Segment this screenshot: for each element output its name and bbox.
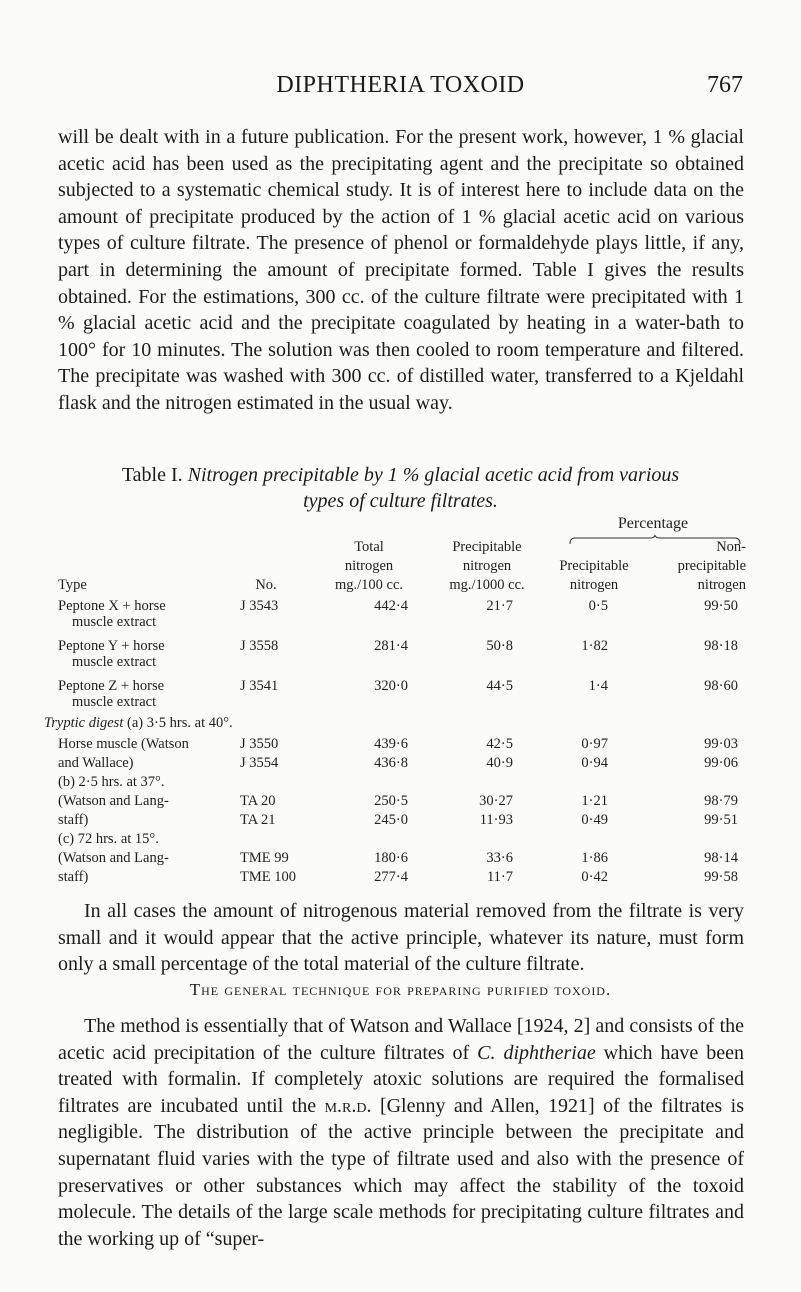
tryptic-heading (44, 715, 233, 731)
cell-precip: 30·27 (479, 793, 513, 809)
cell-pct-precip: 1·4 (588, 678, 608, 694)
cell-type: Peptone Y + horse (58, 638, 165, 654)
cell-pct-precip: 0·49 (581, 812, 608, 828)
method-text-1: The method is essentially that of Watson and Wallace [1924, 2] and consists of the acetic acid precipitation of the culture filtrates of (58, 1015, 744, 1064)
cell-type: Horse muscle (Watson (58, 736, 189, 752)
col-header-no: No. (255, 577, 277, 593)
method-paragraph (58, 1013, 744, 1252)
table-caption-line1: Nitrogen precipitable by 1 % glacial acetic acid from various (187, 464, 680, 486)
method-mrd: m.r.d. (324, 1094, 372, 1117)
col-header-pct-precip-line2: nitrogen (569, 577, 619, 593)
tryptic-label: Tryptic digest (44, 715, 124, 731)
col-header-total-line3: mg./100 cc. (334, 577, 404, 593)
method-text-2: which have been treated with formalin. If completely atoxic solutions are required the formalised filtrates are incubated until the (58, 1041, 745, 1117)
cell-type-cont: muscle extract (72, 694, 157, 710)
cell-no: J 3550 (240, 736, 279, 752)
cell-pct-precip: 1·21 (581, 793, 608, 809)
cell-total: 281·4 (374, 638, 408, 654)
col-header-pct-non (642, 539, 746, 593)
cell-no: J 3543 (240, 598, 279, 614)
method-text-3: [Glenny and Allen, 1921] of the filtrates is negligible. The distribution of the active principle between the precipitate and supernatant fluid varies with the type of filtrate used and also with the presence of preservatives or other substances which may affect the stability of the toxoid molecule. The details of the large scale methods for precipitating culture filtrates and the working up of “super- (58, 1094, 744, 1250)
cell-pct-non: 98·18 (704, 638, 738, 654)
tryptic-c-label: (c) 72 hrs. at 15°. (58, 831, 159, 847)
table-caption-line2: types of culture filtrates. (303, 490, 498, 512)
cell-pct-non: 99·58 (704, 869, 738, 885)
percentage-group-header: Percentage (617, 515, 689, 532)
col-header-pct-non-line2: precipitable (677, 558, 746, 574)
cell-type: staff) (58, 812, 89, 828)
cell-pct-precip: 1·86 (581, 850, 608, 866)
cell-no: J 3554 (240, 755, 279, 771)
cell-pct-non: 98·60 (704, 678, 738, 694)
cell-total: 320·0 (374, 678, 408, 694)
cell-pct-precip: 1·82 (581, 638, 608, 654)
cell-pct-precip: 0·94 (581, 755, 608, 771)
cell-pct-non: 99·50 (704, 598, 738, 614)
cell-precip: 50·8 (486, 638, 513, 654)
cell-no: TA 21 (240, 812, 276, 828)
cell-no: J 3541 (240, 678, 279, 694)
cell-pct-non: 99·03 (704, 736, 738, 752)
cell-total: 436·8 (374, 755, 408, 771)
col-header-total-line1: Total (354, 539, 384, 555)
cell-precip: 44·5 (486, 678, 513, 694)
cell-total: 439·6 (374, 736, 408, 752)
cell-no: TME 100 (240, 869, 296, 885)
conclusion-paragraph: In all cases the amount of nitrogenous material removed from the filtrate is very small and it would appear that the active principle, whatever its nature, must form only a small percentage of the total material of the culture filtrate. (58, 900, 744, 976)
cell-precip: 21·7 (486, 598, 513, 614)
cell-no: TME 99 (240, 850, 289, 866)
cell-pct-non: 99·06 (704, 755, 738, 771)
cell-type: Peptone Z + horse (58, 678, 165, 694)
col-header-precip-line2: nitrogen (462, 558, 512, 574)
running-title: DIPHTHERIA TOXOID (276, 72, 525, 98)
cell-total: 442·4 (374, 598, 408, 614)
cell-type-cont: muscle extract (72, 654, 157, 670)
table-caption (0, 462, 801, 514)
cell-pct-precip: 0·5 (588, 598, 608, 614)
cell-pct-precip: 0·42 (581, 869, 608, 885)
cell-type: (Watson and Lang- (58, 793, 169, 809)
cell-precip: 11·7 (486, 869, 513, 885)
col-header-total-line2: nitrogen (344, 558, 394, 574)
tryptic-a-label: (a) 3·5 hrs. at 40°. (126, 715, 233, 731)
table-label: Table I. (121, 464, 183, 486)
col-header-pct-precip (544, 558, 644, 593)
cell-type: Peptone X + horse (58, 598, 166, 614)
col-header-pct-non-line1: Non- (716, 539, 746, 555)
cell-no: TA 20 (240, 793, 276, 809)
col-header-total (314, 539, 424, 593)
cell-no: J 3558 (240, 638, 279, 654)
method-organism: C. diphtheriae (477, 1041, 596, 1064)
tryptic-b-label: (b) 2·5 hrs. at 37°. (58, 774, 165, 790)
cell-precip: 11·93 (479, 812, 513, 828)
cell-pct-non: 98·14 (704, 850, 738, 866)
cell-type: and Wallace) (58, 755, 134, 771)
col-header-precip-line3: mg./1000 cc. (449, 577, 525, 593)
running-head (0, 72, 801, 102)
cell-pct-non: 99·51 (704, 812, 738, 828)
cell-total: 277·4 (374, 869, 408, 885)
cell-type: staff) (58, 869, 89, 885)
cell-pct-precip: 0·97 (581, 736, 608, 752)
page-number: 767 (707, 72, 743, 98)
cell-precip: 40·9 (486, 755, 513, 771)
cell-type-cont: muscle extract (72, 614, 157, 630)
cell-total: 245·0 (374, 812, 408, 828)
cell-total: 250·5 (374, 793, 408, 809)
intro-paragraph: will be dealt with in a future publication. For the present work, however, 1 % glacial acetic acid has been used as the precipitating agent and the precipitate so obtained subjected to a systematic chemical study. It is of interest here to include data on the amount of precipitate produced by the action of 1 % glacial acetic acid on various types of culture filtrate. The presence of phenol or formaldehyde plays little, if any, part in determining the amount of precipitate formed. Table I gives the results obtained. For the estimations, 300 cc. of the culture filtrate were precipitated with 1 % glacial acetic acid and the precipitate coagulated by heating in a water-bath to 100° for 10 minutes. The solution was then cooled to room temperature and filtered. The precipitate was washed with 300 cc. of distilled water, transferred to a Kjeldahl flask and the nitrogen estimated in the usual way. (58, 126, 744, 414)
col-header-precip-line1: Precipitable (452, 539, 522, 555)
cell-pct-non: 98·79 (704, 793, 738, 809)
cell-precip: 33·6 (486, 850, 513, 866)
cell-precip: 42·5 (486, 736, 513, 752)
col-header-precip (432, 539, 542, 593)
col-header-type: Type (58, 577, 87, 593)
cell-total: 180·6 (374, 850, 408, 866)
col-header-pct-precip-line1: Precipitable (559, 558, 629, 574)
section-heading: The general technique for preparing purified toxoid. (189, 980, 612, 999)
cell-type: (Watson and Lang- (58, 850, 169, 866)
col-header-pct-non-line3: nitrogen (697, 577, 746, 593)
